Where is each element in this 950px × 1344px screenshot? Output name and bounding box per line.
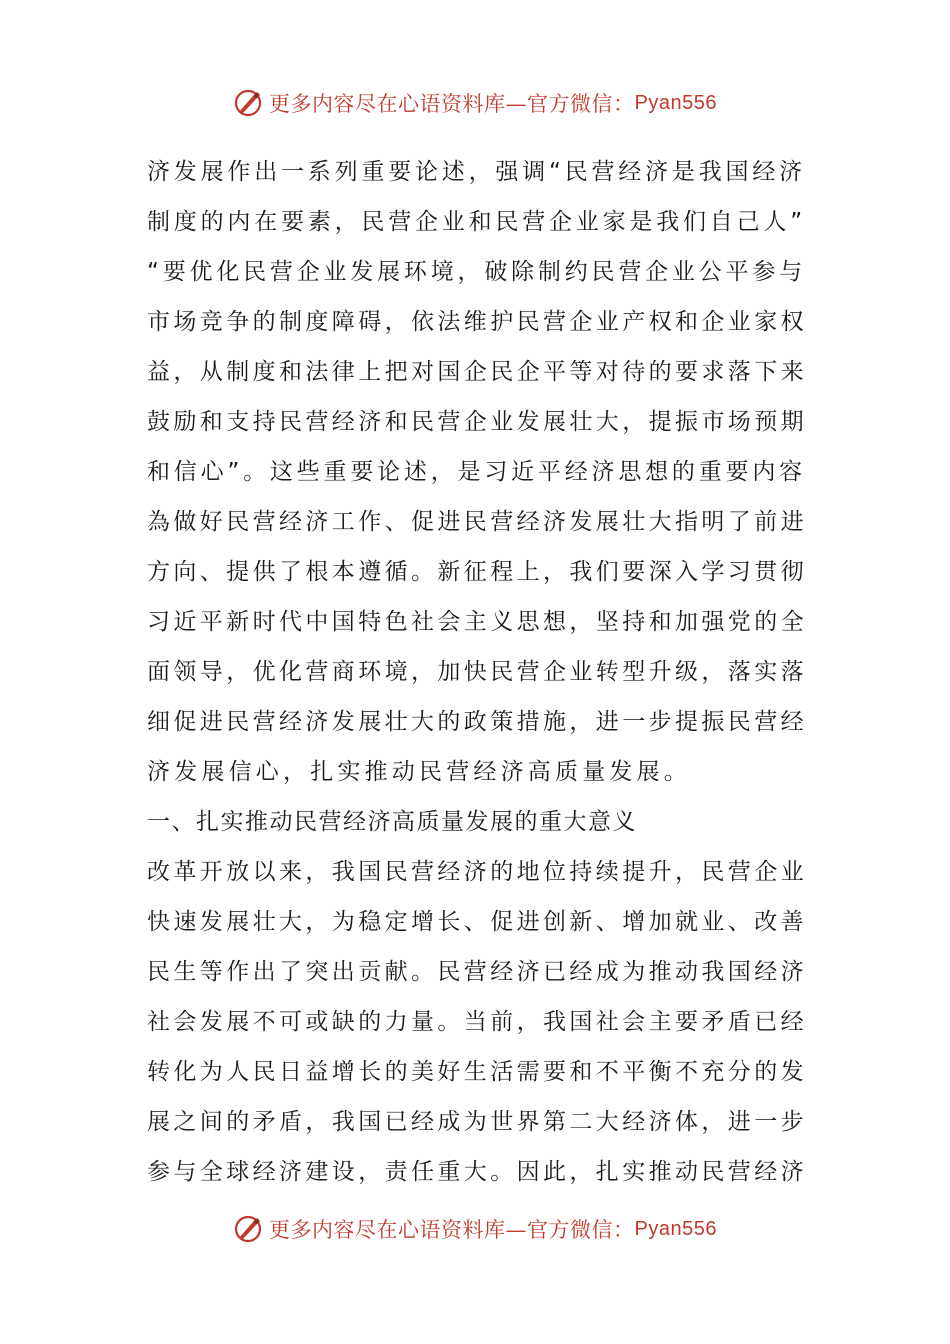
document-body [147, 147, 807, 1197]
text-line: 细促进民营经济发展壮大的政策措施，进一步提振民营经 [147, 709, 807, 735]
text-line: 面领导，优化营商环境，加快民营企业转型升级，落实落 [147, 659, 807, 685]
watermark-wechat-id: Pyan556 [634, 1217, 717, 1240]
text-line: 济发展作出一系列重要论述，强调“民营经济是我国经济 [147, 159, 806, 185]
footer-watermark [0, 1209, 950, 1249]
text-line: 参与全球经济建设，责任重大。因此，扎实推动民营经济 [147, 1159, 807, 1185]
watermark-wechat-id: Pyan556 [634, 91, 717, 114]
text-line: 市场竞争的制度障碍，依法维护民营企业产权和企业家权 [147, 309, 807, 335]
text-line: 转化为人民日益增长的美好生活需要和不平衡不充分的发 [147, 1059, 807, 1085]
text-line: 民生等作出了突出贡献。民营经济已经成为推动我国经济 [147, 959, 807, 985]
text-line: “要优化民营企业发展环境，破除制约民营企业公平参与 [147, 259, 806, 285]
text-line: 方向、提供了根本遵循。新征程上，我们要深入学习贯彻 [147, 559, 807, 585]
text-line: 习近平新时代中国特色社会主义思想，坚持和加强党的全 [147, 609, 807, 635]
pen-logo-icon [233, 88, 263, 118]
text-line: 益，从制度和法律上把对国企民企平等对待的要求落下来 [147, 359, 807, 385]
section-heading: 一、扎实推动民营经济高质量发展的重大意义 [147, 809, 637, 835]
text-line: 和信心”。这些重要论述，是习近平经济思想的重要内容 [147, 459, 806, 485]
text-line: 為做好民营经济工作、促进民营经济发展壮大指明了前进 [147, 509, 807, 535]
watermark-text: 更多内容尽在心语资料库—官方微信： [269, 92, 635, 116]
text-line: 改革开放以来，我国民营经济的地位持续提升，民营企业 [147, 859, 807, 885]
text-line: 鼓励和支持民营经济和民营企业发展壮大，提振市场预期 [147, 409, 807, 435]
header-watermark [0, 83, 950, 123]
text-line: 济发展信心，扎实推动民营经济高质量发展。 [147, 759, 691, 785]
pen-logo-icon [233, 1214, 263, 1244]
text-line: 社会发展不可或缺的力量。当前，我国社会主要矛盾已经 [147, 1009, 807, 1035]
text-line: 展之间的矛盾，我国已经成为世界第二大经济体，进一步 [147, 1109, 807, 1135]
text-line: 快速发展壮大，为稳定增长、促进创新、增加就业、改善 [147, 909, 807, 935]
watermark-text: 更多内容尽在心语资料库—官方微信： [269, 1218, 635, 1242]
text-line: 制度的内在要素，民营企业和民营企业家是我们自己人” [147, 209, 806, 235]
